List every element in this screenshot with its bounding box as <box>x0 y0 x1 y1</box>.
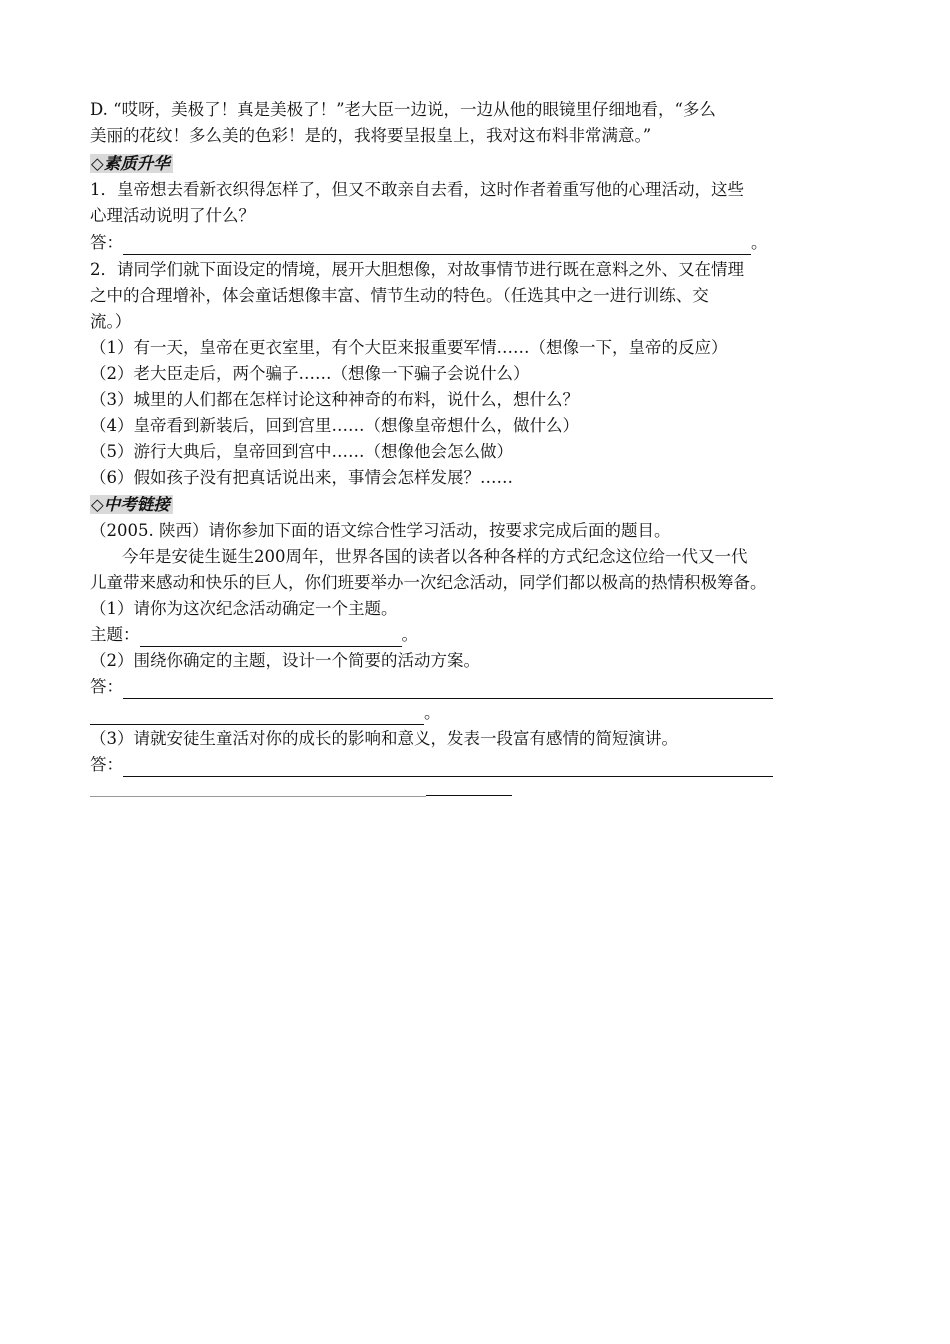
plan-answer-continued <box>90 701 441 725</box>
exam-paragraph-line-1: 今年是安徒生诞生200周年，世界各国的读者以各种各样的方式纪念这位给一代又一代 <box>122 547 748 566</box>
section-heading-text: ◇中考链接 <box>90 495 173 514</box>
question-2-item: （6）假如孩子没有把真话说出来，事情会怎样发展？…… <box>90 468 513 487</box>
footer-rule-dark <box>426 795 512 796</box>
question-2-line-1: 2．请同学们就下面设定的情境，展开大胆想像，对故事情节进行既在意料之外、又在情理 <box>90 260 744 279</box>
section-heading-text: ◇素质升华 <box>90 154 173 173</box>
question-1-answer <box>90 231 768 255</box>
sub-question-3: （3）请就安徒生童活对你的成长的影响和意义，发表一段富有感情的简短演讲。 <box>90 729 678 748</box>
question-2-line-2: 之中的合理增补，体会童话想像丰富、情节生动的特色。（任选其中之一进行训练、交 <box>90 286 709 305</box>
plan-answer <box>90 675 773 699</box>
sub-question-1: （1）请你为这次纪念活动确定一个主题。 <box>90 599 398 618</box>
section-heading-exam <box>90 493 173 517</box>
question-2-item: （3）城里的人们都在怎样讨论这种神奇的布料，说什么，想什么？ <box>90 390 579 409</box>
answer-label: 答： <box>90 233 123 252</box>
theme-label: 主题： <box>90 625 140 644</box>
section-heading-quality <box>90 152 173 176</box>
question-1-line-2: 心理活动说明了什么？ <box>90 206 255 225</box>
period: 。 <box>401 625 418 644</box>
sub-question-2: （2）围绕你确定的主题，设计一个简要的活动方案。 <box>90 651 480 670</box>
theme-blank[interactable] <box>140 628 402 647</box>
plan-blank[interactable] <box>123 680 773 699</box>
question-2-item: （5）游行大典后，皇帝回到宫中……（想像他会怎么做） <box>90 442 513 461</box>
exam-paragraph-line-2: 儿童带来感动和快乐的巨人，你们班要举办一次纪念活动，同学们都以极高的热情积极筹备。 <box>90 573 767 592</box>
exam-intro: （2005. 陕西）请你参加下面的语文综合性学习活动，按要求完成后面的题目。 <box>90 521 671 540</box>
question-2-item: （1）有一天，皇帝在更衣室里，有个大臣来报重要军情……（想像一下，皇帝的反应） <box>90 338 728 357</box>
theme-answer <box>90 623 418 647</box>
speech-blank[interactable] <box>123 758 773 777</box>
answer-blank[interactable] <box>123 236 751 255</box>
period: 。 <box>751 233 768 252</box>
option-d-line-2: 美丽的花纹！多么美的色彩！是的，我将要呈报皇上，我对这布料非常满意。” <box>90 126 652 145</box>
question-1-line-1: 1．皇帝想去看新衣织得怎样了，但又不敢亲自去看，这时作者着重写他的心理活动，这些 <box>90 180 744 199</box>
answer-label: 答： <box>90 677 123 696</box>
speech-answer <box>90 753 773 777</box>
footer-rule-gray <box>90 796 426 797</box>
question-2-item: （2）老大臣走后，两个骗子……（想像一下骗子会说什么） <box>90 364 530 383</box>
plan-blank-continued[interactable] <box>90 706 424 725</box>
period: 。 <box>424 703 441 722</box>
answer-label: 答： <box>90 755 123 774</box>
question-2-item: （4）皇帝看到新装后，回到宫里……（想像皇帝想什么，做什么） <box>90 416 579 435</box>
option-d-line-1: D. “哎呀，美极了！真是美极了！”老大臣一边说，一边从他的眼镜里仔细地看，“多么 <box>90 100 716 119</box>
question-2-line-3: 流。） <box>90 312 132 331</box>
